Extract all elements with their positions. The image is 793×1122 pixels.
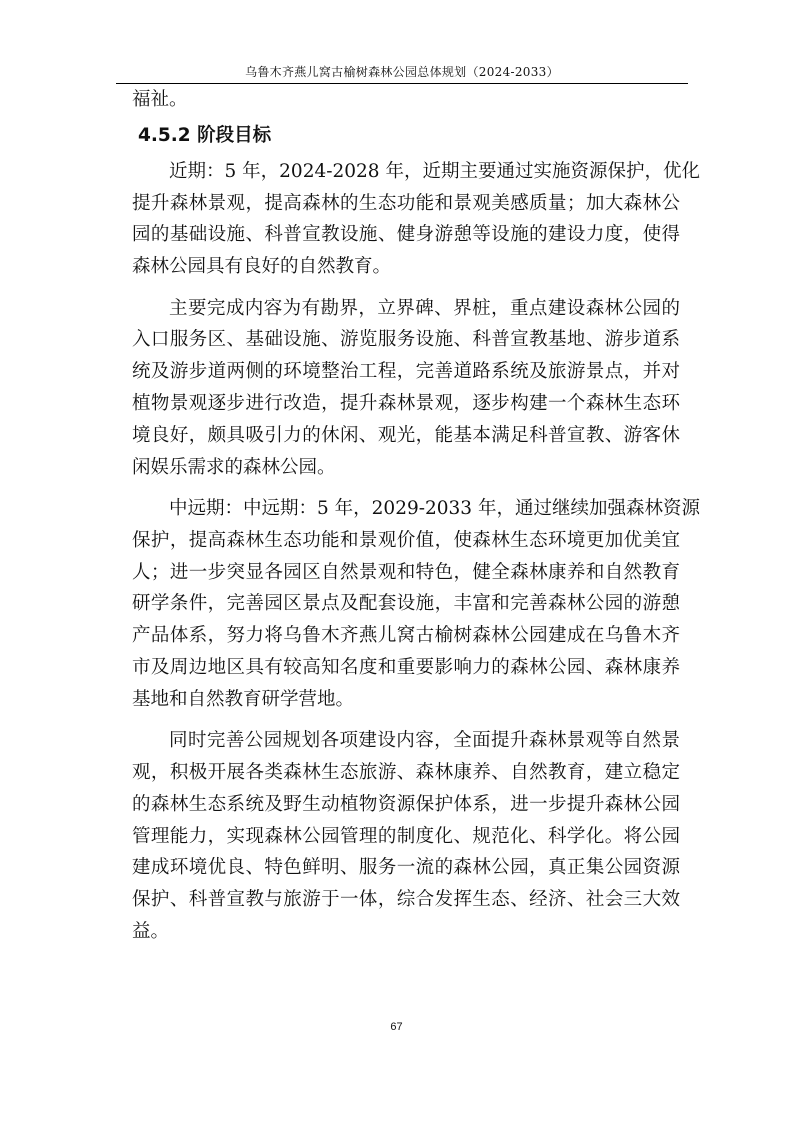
paragraph-mid-long-term [132, 493, 700, 716]
paragraph-line: 入口服务区、基础设施、游览服务设施、科普宣教基地、游步道系 [132, 329, 680, 351]
paragraph-line: 基地和自然教育研学营地。 [132, 688, 355, 710]
page-number: 67 [390, 1021, 403, 1033]
paragraph-main-tasks [132, 293, 680, 484]
paragraph-line: 园的基础设施、科普宣教设施、健身游憩等设施的建设力度，使得 [132, 224, 680, 246]
running-header: 乌鲁木齐燕儿窝古榆树森林公园总体规划（2024-2033） [245, 65, 559, 79]
paragraph-line: 统及游步道两侧的环境整治工程，完善道路系统及旅游景点，并对 [132, 361, 680, 383]
paragraph-line: 的森林生态系统及野生动植物资源保护体系，进一步提升森林公园 [132, 793, 680, 815]
paragraph-line: 主要完成内容为有勘界，立界碑、界桩，重点建设森林公园的 [169, 297, 680, 319]
paragraph-overall-goals [132, 725, 680, 948]
paragraph-continuation-line: 福祉。 [132, 89, 188, 110]
paragraph-line: 研学条件，完善园区景点及配套设施，丰富和完善森林公园的游憩 [132, 593, 680, 615]
paragraph-line: 森林公园具有良好的自然教育。 [132, 256, 392, 278]
paragraph-line: 中远期：中远期：5 年，2029-2033 年，通过继续加强森林资源 [169, 497, 700, 519]
paragraph-line: 境良好，颇具吸引力的休闲、观光，能基本满足科普宣教、游客休 [132, 424, 680, 446]
paragraph-near-term [132, 156, 700, 283]
paragraph-line: 保护、科普宣教与旅游于一体，综合发挥生态、经济、社会三大效 [132, 889, 680, 911]
paragraph-line: 提升森林景观，提高森林的生态功能和景观美感质量；加大森林公 [132, 192, 680, 214]
document-body [132, 84, 700, 948]
paragraph-line: 近期：5 年，2024-2028 年，近期主要通过实施资源保护，优化 [169, 160, 700, 182]
section-heading: 4.5.2 阶段目标 [138, 124, 272, 146]
paragraph-line: 建成环境优良、特色鲜明、服务一流的森林公园，真正集公园资源 [132, 857, 680, 879]
paragraph-line: 植物景观逐步进行改造，提升森林景观，逐步构建一个森林生态环 [132, 392, 680, 414]
paragraph-line: 管理能力，实现森林公园管理的制度化、规范化、科学化。将公园 [132, 825, 680, 847]
paragraph-line: 益。 [132, 920, 170, 942]
paragraph-line: 闲娱乐需求的森林公园。 [132, 456, 336, 478]
paragraph-line: 保护，提高森林生态功能和景观价值，使森林生态环境更加优美宜 [132, 529, 680, 551]
paragraph-line: 市及周边地区具有较高知名度和重要影响力的森林公园、森林康养 [132, 656, 680, 678]
paragraph-line: 同时完善公园规划各项建设内容，全面提升森林景观等自然景 [169, 730, 680, 752]
paragraph-line: 产品体系，努力将乌鲁木齐燕儿窝古榆树森林公园建成在乌鲁木齐 [132, 625, 680, 647]
paragraph-line: 人；进一步突显各园区自然景观和特色，健全森林康养和自然教育 [132, 561, 680, 583]
paragraph-line: 观，积极开展各类森林生态旅游、森林康养、自然教育，建立稳定 [132, 761, 680, 783]
